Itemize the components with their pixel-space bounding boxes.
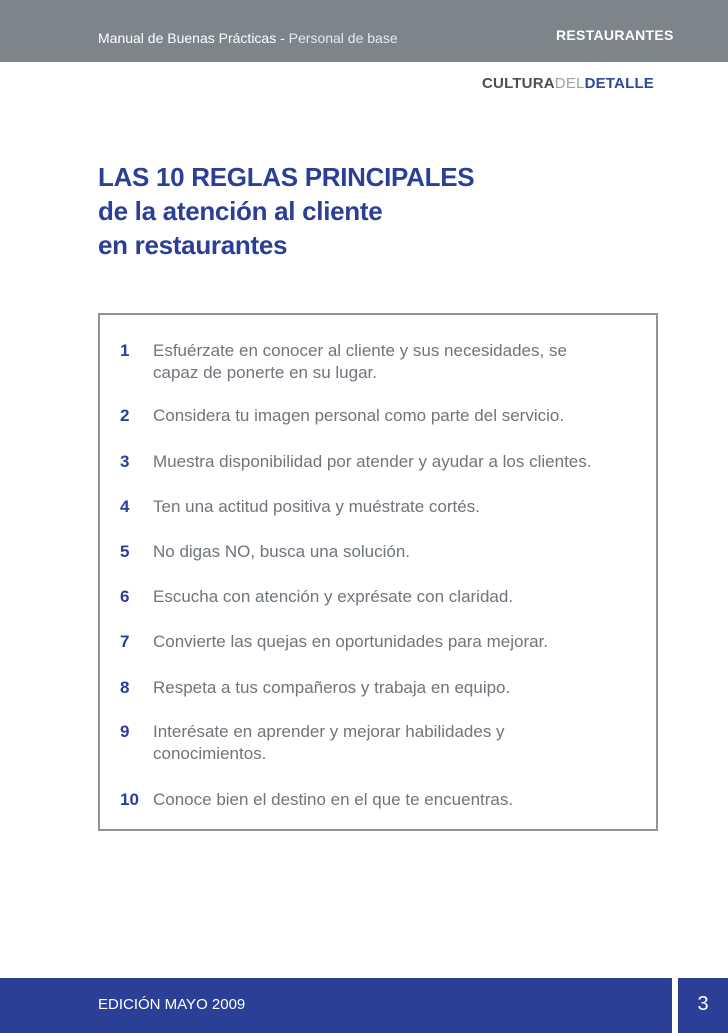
title-line-3: en restaurantes (98, 230, 288, 260)
header-manual: Manual de Buenas Prácticas - (98, 30, 285, 46)
header-section: RESTAURANTES (556, 27, 674, 43)
title-line-2: de la atención al cliente (98, 196, 383, 226)
rule-text: Escucha con atención y exprésate con claridad. (153, 587, 514, 606)
rule-number: 3 (120, 452, 130, 471)
logo-part-detalle: DETALLE (584, 75, 655, 92)
rule-text: Muestra disponibilidad por atender y ayudar a los clientes. (153, 452, 592, 471)
rule-number: 6 (120, 587, 130, 606)
rule-number: 2 (120, 406, 130, 425)
title-line-1: LAS 10 REGLAS PRINCIPALES (98, 162, 475, 192)
rule-text: Convierte las quejas en oportunidades para mejorar. (153, 632, 549, 651)
header-subtitle: Personal de base (288, 30, 398, 46)
logo-part-del: DEL (554, 75, 585, 92)
header-manual-title (98, 30, 398, 46)
page-number: 3 (697, 993, 709, 1015)
brand-logo (482, 75, 654, 92)
rule-number: 4 (120, 497, 130, 516)
rule-text: Interésate en aprender y mejorar habilidades y conocimientos. (153, 722, 505, 763)
rule-number: 8 (120, 678, 130, 697)
rule-text: Respeta a tus compañeros y trabaja en equipo. (153, 678, 511, 697)
rule-text: Considera tu imagen personal como parte del servicio. (153, 406, 565, 425)
rule-text: Esfuérzate en conocer al cliente y sus necesidades, se capaz de ponerte en su lugar. (153, 341, 567, 382)
rule-number: 9 (120, 722, 130, 741)
page-title (98, 160, 474, 262)
page-number-box (678, 978, 728, 1033)
edition-label: EDICIÓN MAYO 2009 (98, 996, 246, 1013)
rule-text: Ten una actitud positiva y muéstrate cortés. (153, 497, 480, 516)
rule-text: Conoce bien el destino en el que te encuentras. (153, 790, 514, 809)
logo-part-cultura: CULTURA (482, 75, 555, 92)
rule-number: 5 (120, 542, 130, 561)
rule-text: No digas NO, busca una solución. (153, 542, 411, 561)
rule-number: 10 (120, 790, 139, 809)
rule-number: 1 (120, 341, 130, 360)
rule-number: 7 (120, 632, 130, 651)
